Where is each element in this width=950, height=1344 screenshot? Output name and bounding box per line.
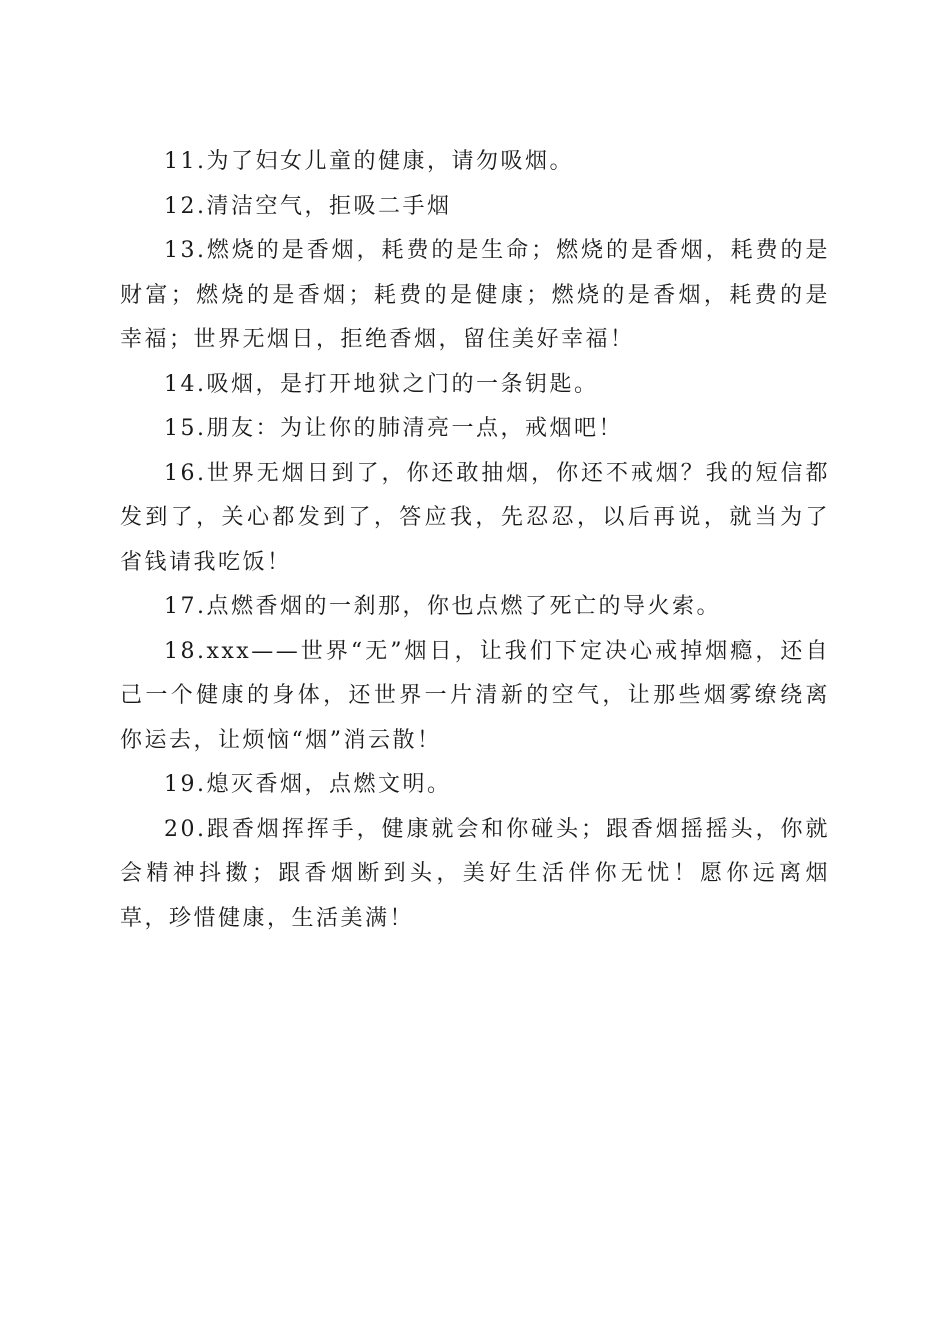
paragraph-16: 16.世界无烟日到了，你还敢抽烟，你还不戒烟？我的短信都发到了，关心都发到了，答应我，先忍忍，以后再说，就当为了省钱请我吃饭！	[120, 460, 830, 575]
paragraph-12: 12.清洁空气，拒吸二手烟	[164, 193, 452, 219]
paragraph-15: 15.朋友：为让你的肺清亮一点，戒烟吧！	[164, 416, 623, 441]
paragraph-20: 20.跟香烟挥挥手，健康就会和你碰头；跟香烟摇摇头，你就会精神抖擞；跟香烟断到头，美好生活伴你无忧！愿你远离烟草，珍惜健康，生活美满！	[120, 816, 830, 931]
paragraph-13: 13.燃烧的是香烟，耗费的是生命；燃烧的是香烟，耗费的是财富；燃烧的是香烟；耗费的是健康；燃烧的是香烟，耗费的是幸福；世界无烟日，拒绝香烟，留住美好幸福！	[120, 238, 830, 352]
paragraph-18: 18.xxx——世界“无”烟日，让我们下定决心戒掉烟瘾，还自己一个健康的身体，还世界一片清新的空气，让那些烟雾缭绕离你运去，让烦恼“烟”消云散！	[120, 638, 830, 753]
paragraph-11: 11.为了妇女儿童的健康，请勿吸烟。	[164, 149, 574, 174]
paragraph-14: 14.吸烟，是打开地狱之门的一条钥匙。	[164, 371, 599, 397]
paragraph-17: 17.点燃香烟的一刹那，你也点燃了死亡的导火索。	[164, 594, 721, 619]
document-body	[120, 140, 830, 941]
paragraph-19: 19.熄灭香烟，点燃文明。	[164, 772, 452, 797]
